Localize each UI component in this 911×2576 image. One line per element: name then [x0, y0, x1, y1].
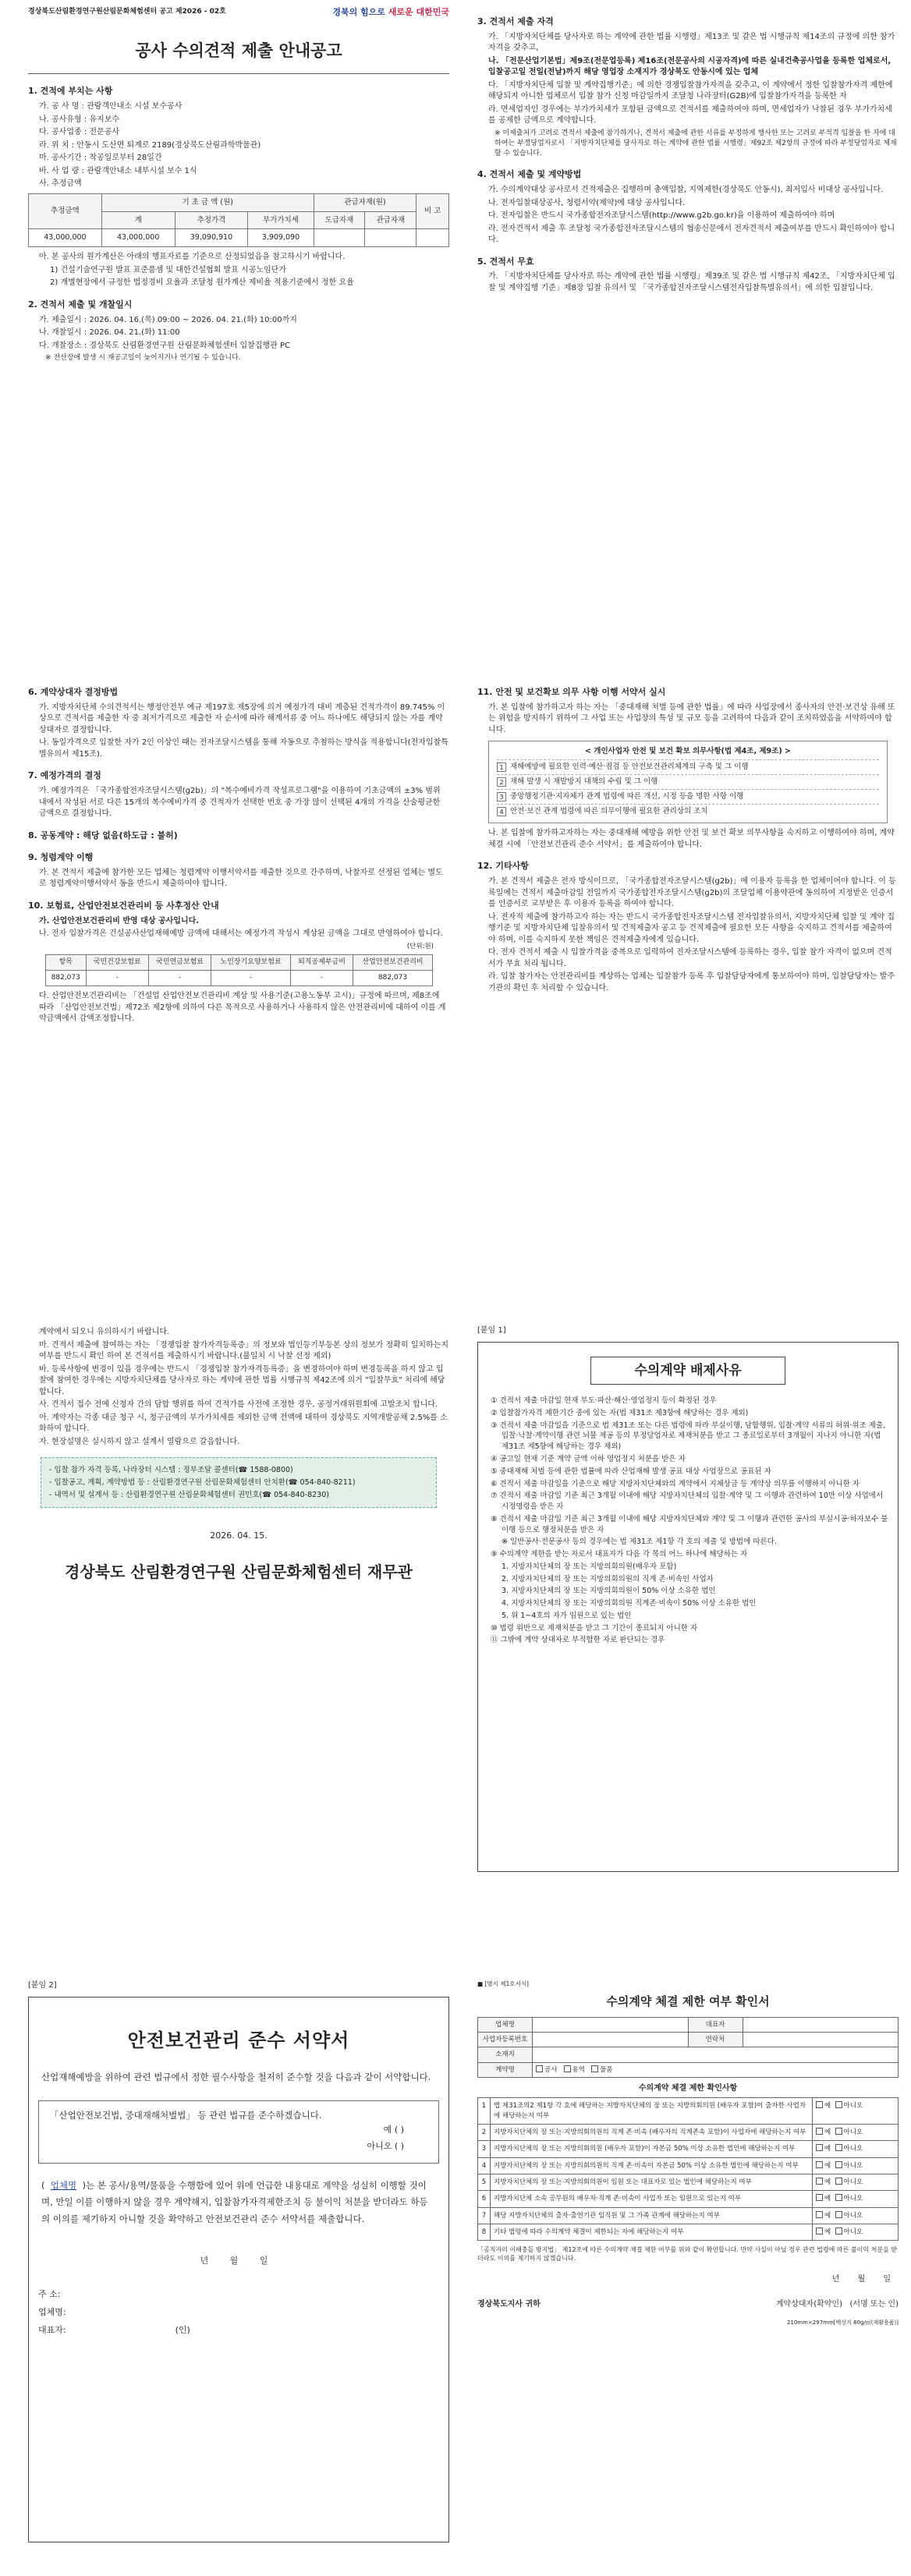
- s1-item: 다. 공사업종 : 전문공사: [39, 128, 120, 137]
- reason-item: ④ 공고일 현재 기준 계약 금액 이하 영업정지 처분을 받은 자: [491, 1454, 686, 1463]
- notice-page-5: [28, 1325, 449, 1918]
- checkbox-icon: [816, 2227, 823, 2235]
- price-v-supply: 39,090,910: [175, 229, 248, 247]
- s1-item: 바. 사 업 량 : 관람객안내소 내부시설 보수 1식: [39, 166, 197, 175]
- s12-item: 라. 입찰 참가자는 안전관리비를 계상하는 업체는 입찰참가 등록 후 입찰담당자에게 통보하여야 하며, 입찰담당자는 발주기관의 확인 후 처리할 수 있습니다.: [488, 972, 895, 993]
- section-1-title: 1. 견적에 부치는 사항: [28, 86, 113, 97]
- price-h-total: 계: [101, 211, 175, 229]
- s12-item: 사. 견적서 접수 전에 신청자 간의 담합 행위를 하여 견적가를 사전에 조정한 경우, 공정거래위원회에 고발조치 합니다.: [39, 1400, 438, 1409]
- contact-box: [41, 1457, 437, 1508]
- price-h-vat: 부가가치세: [248, 211, 314, 229]
- form-date: 년 월 일: [831, 2274, 899, 2284]
- notice-date: 2026. 04. 15.: [210, 1530, 268, 1541]
- section-11-title: 11. 안전 및 보건확보 의무 사항 이행 서약서 실시: [477, 687, 666, 697]
- s1-item: 라. 위 치 : 안동시 도산면 퇴계로 2189(경상북도산림과학박물관): [39, 140, 261, 150]
- confirmation-form-page: [477, 1980, 899, 2557]
- form-recipient: 경상북도지사 귀하: [477, 2300, 541, 2309]
- price-v-note: [417, 229, 449, 247]
- lbl-ceo: 대표자: [688, 2017, 743, 2032]
- s7-item: 가. 예정가격은 「국가종합전자조달시스템(g2b)」의 "복수예비가격 작성프로그램"을 이용하여 기초금액의 ±3% 범위 내에서 작성된 서로 다른 15개의 복수예비가격 중 견적자가 선택한 번호 중 가장 많이 선택된 4개의 가격을 산술평균한 금액으로 결정합니다.: [39, 787, 441, 819]
- fee-r1: -: [86, 971, 148, 986]
- contract-type-options[interactable]: 공사 용역 물품: [533, 2062, 899, 2077]
- section-9-title: 9. 청렴계약 이행: [28, 851, 94, 862]
- fee-r4: -: [290, 971, 353, 986]
- seal-mark: (인): [175, 2325, 190, 2336]
- reason-item: ③ 견적서 제출 마감일을 기준으로 법 제31조 또는 다른 법령에 따라 부실이행, 담합행위, 입찰·계약 서류의 허위·위조 제출, 입찰·낙찰·계약이행 관련 뇌물 제공 등의 부정당업자로 제재처분을 받고 그 종료일로부터 3개월이 지나지 아니한 자(법 제31조 제5항에 해당하는 경우 제외): [491, 1421, 886, 1452]
- contact-line: - 내역서 및 설계서 등 : 산림환경연구원 산림문화체험센터 권민호(☎ 054-840-8230): [49, 1490, 329, 1499]
- s3-item: 라. 면세업자인 경우에는 부가가치세가 포함된 금액으로 견적서를 제출하여야 하며, 면세업자가 낙찰된 경우 부가가치세를 공제한 금액으로 계약합니다.: [488, 104, 892, 126]
- lbl-ph: 연락처: [688, 2032, 743, 2047]
- checkbox-icon: [835, 2194, 842, 2201]
- s12-item: 아. 계약자는 각종 대금 청구 시, 청구금액의 부가가치세를 제외한 금액 전액에 대하여 경상북도 지역개발공채 2.5%를 소화하여 합니다.: [39, 1413, 448, 1433]
- form-title: 수의계약 체결 제한 여부 확인서: [606, 1994, 770, 2008]
- s1-item: 가. 공 사 명 : 관람객안내소 시설 보수공사: [39, 102, 183, 111]
- fee-h3: 노인장기요양보험료: [211, 955, 291, 971]
- s12-item: 나. 전자적 제출에 참가하고자 하는 자는 반드시 국가종합전자조달시스템 전자입찰유의서, 지방자치단체 입찰 및 계약 집행기준 및 지방자치단체 입찰유의서 및 견적제출자 공고 등 견적제출에 필요한 모든 사항을 숙지하고 견적서를 제출하여야 하며, 이를 숙지하지 못한 책임은 견적제출자에게 있습니다.: [488, 912, 895, 944]
- safety-box-title: < 개인사업자 안전 및 보건 확보 의무사항(법 제4조, 제9조) >: [585, 747, 791, 756]
- lbl-addr: 소재지: [478, 2047, 533, 2062]
- checkbox-icon: [816, 2194, 823, 2201]
- s2-item: 가. 제출일시 : 2026. 04. 16.(목) 09:00 ~ 2026. 04. 21.(화) 10:00까지: [39, 315, 297, 324]
- pledge-addr[interactable]: 주 소:: [38, 2289, 61, 2300]
- price-h-gov-amt: 도급자재: [314, 211, 365, 229]
- s4-item: 다. 전자입찰은 반드시 국가종합전자조달시스템(http://www.g2b.go.kr)을 이용하여 제출하여야 하며: [488, 211, 835, 221]
- lbl-contract: 계약명: [478, 2062, 533, 2077]
- fee-table: [45, 954, 433, 986]
- section-8-title: 8. 공동계약 : 해당 없음(하도급 : 불허): [28, 830, 178, 840]
- s1-note: 2) 개별현장에서 규정한 법정경비 요율과 조달청 원가계산 제비율 적용기준에서 정한 요율: [50, 278, 354, 288]
- form-sign-row: [477, 2299, 899, 2311]
- safety-duty-box: [488, 741, 888, 823]
- pledge-title: 안전보건관리 준수 서약서: [127, 2028, 350, 2051]
- reason-item: ⑧ 견적서 제출 마감일 기준 최근 3개월 이내에 해당 지방자치단체와 계약 및 그 이행과 관련한 공사의 부실시공·하자보수 불이행 등으로 행정처분을 받은 자: [491, 1514, 888, 1534]
- section-10-title: 10. 보험료, 산업안전보건관리비 등 사후정산 안내: [28, 900, 219, 911]
- pledge-law-text: 「산업안전보건법, 중대재해처벌법」 등 관련 법규를 준수하겠습니다.: [50, 2110, 322, 2121]
- gyeongbuk-logo: 경북의 힘으로 새로운 대한민국: [332, 7, 449, 17]
- notice-page-2: [477, 6, 899, 599]
- checkbox-icon[interactable]: [564, 2065, 571, 2072]
- attachment-2-page: [28, 1980, 449, 2557]
- company-name-blank: 업체명: [50, 2179, 77, 2191]
- s3-item: 가. 「지방자치단체를 당사자로 하는 계약에 관한 법률 시행령」제13조 및 같은 법 시행규칙 제14조의 규정에 의한 참가자격을 갖추고,: [488, 32, 895, 53]
- form-footnote: 「공직자의 이해충돌 방지법」 제12조에 따른 수의계약 체결 제한 여부를 위와 같이 확인합니다. 만약 사실이 아닐 경우 관련 법령에 따른 불이익 처분을 받더라도 이의를 제기하지 않겠습니다.: [477, 2246, 898, 2263]
- price-table: [28, 193, 449, 247]
- checkbox-icon: [835, 2161, 842, 2168]
- price-v-gov-amt: [314, 229, 365, 247]
- s12-item: 가. 본 견적서 제출은 전자 방식이므로, 「국가종합전자조달시스템(g2b)」에 이용자 등록을 한 업체이어야 합니다. 이 등록일에는 견적서 제출마감일 전일까지 국가종합전자조달시스템(g2b)의 조달업체 이용약관에 동의하여 지정받은 인증서를 인증서로 교부받은 후 이용자 등록을 하여야 합니다.: [488, 877, 896, 909]
- contact-line: - 입찰공고, 계획, 계약방법 등 : 산림환경연구원 산림문화체험센터 안치환(☎ 054-840-8211): [49, 1477, 356, 1487]
- pledge-no[interactable]: 아니오 ( ): [367, 2140, 404, 2151]
- pledge-ceo[interactable]: 대표자: (인): [38, 2325, 190, 2336]
- attachment-title: 수의계약 배제사유: [590, 1357, 785, 1385]
- safety-duty-row: 2 재해 발생 시 재발방지 대책의 수립 및 그 이행: [497, 774, 879, 789]
- section-5-title: 5. 견적서 무효: [477, 256, 534, 267]
- reason-item: 5. 위 1~4호의 자가 임원으로 있는 법인: [502, 1611, 632, 1620]
- section-3-title: 3. 견적서 제출 자격: [477, 16, 554, 27]
- fee-h2: 국민연금보험료: [148, 955, 211, 971]
- pledge-yes[interactable]: 예 ( ): [383, 2124, 404, 2135]
- checkbox-icon: [816, 2101, 823, 2108]
- reason-item: ⑤ 중대재해 처벌 등에 관한 법률에 따라 산업재해 발생 공표 대상 사업장으로 공표된 자: [491, 1467, 771, 1476]
- s10-item: 가. 산업안전보건관리비 반영 대상 공사입니다.: [39, 916, 200, 925]
- price-h-supply: 추정가격: [175, 211, 248, 229]
- price-h-note: 비 고: [417, 193, 449, 229]
- fee-h4: 퇴직공제부금비: [290, 955, 353, 971]
- reason-item: ① 견적서 제출 마감일 현재 부도·파산·해산·영업정지 등이 확정된 경우: [491, 1396, 717, 1406]
- s12-item: 마. 견적서 제출에 참여하는 자는 「경쟁입찰 참가자격등록증」의 정보와 법인등기부등본 상의 정보가 정확히 일치하는지 여부를 반드시 확인 하여 본 견적서를 제출하시기 바랍니다.(불일치 시 낙찰 선정 제외): [39, 1340, 449, 1361]
- s1-item: 마. 공사기간 : 착공일로부터 28일간: [39, 154, 162, 163]
- notice-number: 경상북도산림환경연구원산림문화체험센터 공고 제2026 - 02호: [28, 8, 226, 16]
- notice-title: 공사 수의견적 제출 안내공고: [135, 40, 342, 60]
- table-row: 2 지방자치단체의 장 또는 지방의회의원의 직계 존·비속 (배우자의 직계존속 포함)이 사업자에 해당하는지 여부 예 아니오: [478, 2125, 899, 2141]
- s3-item: 다. 「지방자치단체 입찰 및 계약집행기준」에 의한 경쟁입찰참가자격을 갖추고, 이 계약에서 정한 입찰참가자격 제한에 해당되지 아니한 업체로서 입찰 참가 신청 마감일까지 조달청 나라장터(G2B)에 입찰참가자격을 등록한 자: [488, 80, 893, 101]
- pledge-frame: [28, 1997, 449, 2542]
- lbl-biz: 사업자등록번호: [478, 2032, 533, 2047]
- reason-item: ⑩ 법령 위반으로 제재처분을 받고 그 기간이 종료되지 아니한 자: [491, 1623, 698, 1633]
- val-ph[interactable]: [743, 2032, 899, 2047]
- title-divider: [28, 73, 449, 74]
- form-footer: 210mm×297mm[백상지 80g/㎡(재활용품)]: [786, 2319, 899, 2326]
- attachment-tag: [붙임 2]: [28, 1981, 57, 1990]
- fee-h5: 산업안전보건관리비: [353, 955, 433, 971]
- price-h-gov: 관급자재(원): [314, 193, 417, 211]
- checkbox-icon: [835, 2128, 842, 2135]
- safety-duty-row: 1 재해예방에 필요한 인력·예산·점검 등 안전보건관리체계의 구축 및 그 이행: [497, 759, 879, 774]
- attachment-tag: [붙임 1]: [477, 1326, 506, 1335]
- reason-item: ⑨ 수의계약 제한을 받는 자로서 대표자가 다음 각 목의 어느 하나에 해당하는 자: [491, 1550, 748, 1559]
- s3-item: 나. 「전문산업기본법」제9조(전문업등록) 제16조(전문공사의 시공자격)에 따른 실내건축공사업을 등록한 업체로서, 입찰공고일 전일(전날)까지 해당 영업장 소재지가 경상북도 안동시에 있는 업체: [488, 56, 892, 77]
- attachment-1-page: [477, 1325, 899, 1918]
- fee-r2: -: [148, 971, 211, 986]
- s12-item: 바. 등록사항에 변경이 있을 경우에는 반드시 「경쟁입찰 참가자격등록증」을 변경하여야 하며 변경등록을 하지 않고 입찰에 참여한 경우에는 지방자치단체를 당사자로 하는 계약에 관한 법률 시행규칙 제42조에 의거 "입찰무효" 처리에 해당합니다.: [39, 1364, 445, 1396]
- fee-h0: 항목: [46, 955, 87, 971]
- price-v-vat: 3,909,090: [248, 229, 314, 247]
- check-title: 수의계약 체결 제한 확인사항: [638, 2083, 738, 2093]
- section-6-title: 6. 계약상대자 결정방법: [28, 687, 119, 697]
- table-row: 7 해당 지방자치단체의 출자·출연기관 임직원 및 그 가족 관계에 해당하는지 여부 예 아니오: [478, 2207, 899, 2224]
- price-v-total: 43,000,000: [101, 229, 175, 247]
- val-ceo[interactable]: [743, 2017, 899, 2032]
- pledge-law-box: [38, 2100, 439, 2163]
- section-2-title: 2. 견적서 제출 및 개찰일시: [28, 299, 133, 310]
- s5-item: 가. 「지방자치단체를 당사자로 하는 계약에 관한 법률 시행령」제39조 및 같은 법 시행규칙 제42조, 「지방자치단체 입찰 및 계약집행 기준」제8장 입찰 유의서 및 「국가종합전자조달시스템전자입찰특별유의서」에 의한 입찰입니다.: [488, 272, 895, 292]
- checkbox-icon: [816, 2161, 823, 2168]
- pledge-date: 년 월 일: [200, 2256, 278, 2266]
- checkbox-icon: [835, 2211, 842, 2218]
- s2-item: 다. 개찰장소 : 경상북도 산림환경연구원 산림문화체험센터 입찰집행관 PC: [39, 341, 290, 350]
- price-v-est: 43,000,000: [29, 229, 102, 247]
- checkbox-icon: [816, 2144, 823, 2151]
- form-signer[interactable]: 계약상대자(확약인) (서명 또는 인): [775, 2300, 899, 2309]
- form-info-table: [477, 2017, 899, 2078]
- checkbox-icon: [816, 2178, 823, 2185]
- reason-item: 1. 지방자치단체의 장 또는 지방의회의원(배우자 포함): [502, 1562, 677, 1571]
- fee-r0: 882,073: [46, 971, 87, 986]
- table-row: 3 지방자치단체의 장 또는 지방의회의원 (배우자 포함)이 자본금 50% 이상 소유한 법인에 해당하는지 여부 예 아니오: [478, 2141, 899, 2157]
- price-v-gov-gov: [365, 229, 417, 247]
- s12-item: 다. 전자 견적서 제출 시 입찰가격을 중복으로 입력하여 전자조달시스템에 등록하는 경우, 입찰 참가 자격이 없으며 견적서가 무효 처리 됩니다.: [488, 948, 892, 968]
- reason-item: ⑦ 견적서 제출 마감일 기준 최근 3개월 이내에 해당 지방자치단체의 입찰·계약 및 그 이행과 관련하여 10만 이상 사업에서 시정명령을 받은 자: [491, 1491, 884, 1512]
- s11-item: 가. 본 입찰에 참가하고자 하는 자는 「중대재해 처벌 등에 관한 법률」에 따라 사업장에서 종사자의 안전·보건상 유해 또는 위험을 방지하기 위하여 그 사업 또는 사업장의 특성 및 규모 등을 고려하여 다음과 같이 조치하였음을 서약하여야 합니다.: [488, 702, 895, 734]
- s10-item: 나. 전자 입찰가격은 건설공사산업재해예방 금액에 대해서는 예정가격 작성시 계상된 금액을 그대로 반영하여야 합니다.: [39, 929, 443, 939]
- val-company[interactable]: [533, 2017, 689, 2032]
- s6-item: 가. 지방자치단체 수의견적서는 행정안전부 예규 제197호 제5장에 의거 예정가격 대비 계층된 견적가격이 89.745% 이상으로 견적서를 제출한 자 중 최저가격으로 제출한 자 순서에 따라 해계서류 중 어느 하나에도 해당되지 않는 자를 계약상대자로 결정합니다.: [39, 702, 445, 734]
- val-addr[interactable]: [533, 2047, 899, 2062]
- reason-item: ※ 일반공사·전문공사 등의 경우에는 법 제31조 제1항 각 호의 제출 및 방법에 따른다.: [502, 1537, 777, 1547]
- table-row: 4 지방자치단체의 장 또는 지방의회의원의 직계 존·비속이 자본금 50% 이상 소유한 법인에 해당하는지 여부 예 아니오: [478, 2157, 899, 2174]
- checkbox-icon: [835, 2227, 842, 2235]
- price-h-base: 기 초 금 액 (원): [101, 193, 314, 211]
- s12-cont: 계약에서 되오니 유의하시기 바랍니다.: [39, 1328, 170, 1336]
- notice-page-4: [477, 677, 899, 1269]
- reason-item: ⑥ 견적서 제출 마감일을 기준으로 해당 지방자치단체와의 계약에서 지체상금 등 계약상 의무를 이행하지 아니한 자: [491, 1479, 860, 1488]
- s1-note: 1) 건설기술연구원 발표 표준품셈 및 대한건설협회 발표 시공노임단가: [50, 265, 286, 274]
- checkbox-icon: [835, 2144, 842, 2151]
- price-h-gov-gov: 관급자재: [365, 211, 417, 229]
- checkbox-icon: [816, 2128, 823, 2135]
- notice-header: [28, 6, 449, 19]
- s4-item: 라. 전자견적서 제출 후 조달청 국가종합전자조달시스템의 협송신문에서 전자견적서 제출여부를 반드시 확인하여야 합니다.: [488, 224, 895, 245]
- price-h-est: 추정금액: [29, 193, 102, 229]
- table-row: 1 법 제31조의2 제1항 각 호에 해당하는 지방자치단체의 장 또는 지방의회의원 (배우자 포함)이 출자한 사업자에 해당하는지 여부 예 아니오: [478, 2098, 899, 2125]
- checkbox-icon: [835, 2178, 842, 2185]
- checkbox-icon[interactable]: [591, 2065, 598, 2072]
- notice-page-1: [28, 6, 449, 599]
- checkbox-icon[interactable]: [536, 2065, 543, 2072]
- s1-note: 아. 본 공사의 원가계산은 아래의 행표자료를 기준으로 산정되었음을 참고하시기 바랍니다.: [39, 253, 346, 262]
- fee-h1: 국민건강보험료: [86, 955, 148, 971]
- s1-item: 사. 추정금액: [39, 179, 82, 189]
- table-row: 5 지방자치단체의 장 또는 지방의회의원이 임원 또는 대표자로 있는 법인에 해당하는지 여부 예 아니오: [478, 2174, 899, 2190]
- pledge-company[interactable]: 업체명:: [38, 2307, 66, 2318]
- checkbox-icon: [816, 2211, 823, 2218]
- s4-item: 나. 전자입찰대상공사, 청렴서약(제약)에 대상 공사입니다.: [488, 198, 686, 207]
- pledge-intro: 산업재해예방을 위하여 관련 법규에서 정한 필수사항을 철저히 준수할 것을 다음과 같이 서약합니다.: [41, 2072, 431, 2083]
- check-table: [477, 2097, 899, 2241]
- form-number: ■ [별지 제1호서식]: [477, 1980, 529, 1987]
- reason-item: ② 입찰참가자격 제한기간 중에 있는 자(법 제31조 제3항에 해당하는 경우 제외): [491, 1408, 749, 1417]
- section-4-title: 4. 견적서 제출 및 계약방법: [477, 169, 582, 180]
- attachment-frame: [477, 1342, 899, 1872]
- section-12-title: 12. 기타사항: [477, 861, 529, 872]
- s11-note: 나. 본 입찰에 참가하고자하는 자는 중대재해 예방을 위한 안전 및 보건 확보 의무사항을 숙지하고 이행하여야 하며, 계약 체결 시에 「안전보건관리 준수 서약서」를 제출하여야 합니다.: [488, 829, 895, 849]
- s9-item: 가. 본 견적서 제출에 참가한 모든 업체는 청렴계약 이행서약서를 제출한 것으로 간주하며, 낙찰자로 선정된 업체는 별도로 청렴계약이행서약서 동을 반드시 제출하여야 합니다.: [39, 868, 443, 889]
- s2-note: ※ 전산장애 발생 시 재공고일이 늦어지거나 연기될 수 있습니다.: [45, 354, 241, 363]
- reason-item: 2. 지방자치단체의 장 또는 지방의회의원의 직계 존·비속인 사업자: [502, 1574, 714, 1583]
- s12-item: 자. 현장설명은 실시하지 않고 설계서 열람으로 갈음합니다.: [39, 1437, 240, 1446]
- s1-item: 나. 공사유형 : 유지보수: [39, 115, 120, 124]
- safety-duty-row: 4 안전·보건 관계 법령에 따른 의무이행에 필요한 관리상의 조치: [497, 804, 879, 819]
- s10-note: 다. 산업안전보건관리비는 「건설업 산업안전보건관리비 계상 및 사용기준(고용노동부 고시)」규정에 따르며, 제8조에 따라 「산업안전보건법」제72조 제2항에 의하여 다른 목적으로 사용하거나 사용하지 않은 안전관리비에 대하여 이를 계약금액에서 감액조정합니다.: [39, 992, 446, 1024]
- lbl-company: 업체명: [478, 2017, 533, 2032]
- section-7-title: 7. 예정가격의 결정: [28, 770, 101, 781]
- pledge-body: ( 업체명 )는 본 공사/용역/물품을 수행함에 있어 위에 언급한 내용대로 계약을 성실히 이행할 것이며, 만일 이를 이행하지 않을 경우 계약해지, 입찰참가자격제한조치 등 불이익 처분을 받더라도 하등의 이의를 제기하지 아니할 것을 확약하고 안전보건관리 준수 서약서를 제출합니다.: [41, 2179, 428, 2225]
- table-row: 8 기타 법령에 따라 수의계약 체결이 제한되는 자에 해당하는지 여부 예 아니오: [478, 2224, 899, 2240]
- pledge-sign: [38, 2252, 439, 2339]
- val-biz[interactable]: [533, 2032, 689, 2047]
- issuer-name: 경상북도 산림환경연구원 산림문화체험센터 재무관: [65, 1562, 413, 1582]
- reason-item: ⑪ 그밖에 계약 상대자로 부적합한 자로 판단되는 경우: [491, 1636, 665, 1645]
- table-row: 6 지방자치단체 소속 공무원의 배우자·직계 존·비속이 사업자 또는 임원으로 있는지 여부 예 아니오: [478, 2191, 899, 2207]
- s6-item: 나. 동일가격으로 입찰한 자가 2인 이상인 때는 전자조달시스템을 통해 자동으로 추첨하는 방식을 적용합니다(전자입찰특별유의서 제15조).: [39, 738, 448, 759]
- checkbox-icon: [835, 2101, 842, 2108]
- fee-unit: (단위:원): [406, 942, 434, 950]
- reason-item: 4. 지방자치단체의 장 또는 지방의회의원 직계존·비속이 50% 이상 소유한 법인: [502, 1599, 757, 1608]
- s2-item: 나. 개찰일시 : 2026. 04. 21.(화) 11:00: [39, 328, 180, 338]
- reason-item: 3. 지방자치단체의 장 또는 지방의회의원이 50% 이상 소유한 법인: [502, 1587, 716, 1596]
- fee-r3: -: [211, 971, 291, 986]
- fee-r5: 882,073: [353, 971, 433, 986]
- notice-page-3: [28, 677, 449, 1269]
- safety-duty-row: 3 중앙행정기관·지자체가 관계 법령에 따른 개선, 시정 등을 명한 사항 이행: [497, 789, 879, 804]
- contact-line: - 입찰 참가 자격 등록, 나라장터 시스템 : 정부조달 콜센터(☎ 1588-0800): [49, 1466, 293, 1474]
- s3-note: ※ 미제출처가 고려로 견적서 제출에 참가하거나, 견적서 제출에 관한 서류를 부정하게 행사한 또는 고려로 부적격 입찰을 한 자에 대하여는 부정당업자로서 「지방자치단체를 당사자로 하는 계약에 관한 법률 시행령」제92조 제2항의 규정에 따라 부정당업자로 제재할 수 있습니다.: [494, 129, 897, 158]
- s4-item: 가. 수의계약대상 공사로서 견적제출은 집행하며 총액입찰, 지역제한(경상북도 안동시), 최저입사 비대상 공사입니다.: [488, 186, 884, 195]
